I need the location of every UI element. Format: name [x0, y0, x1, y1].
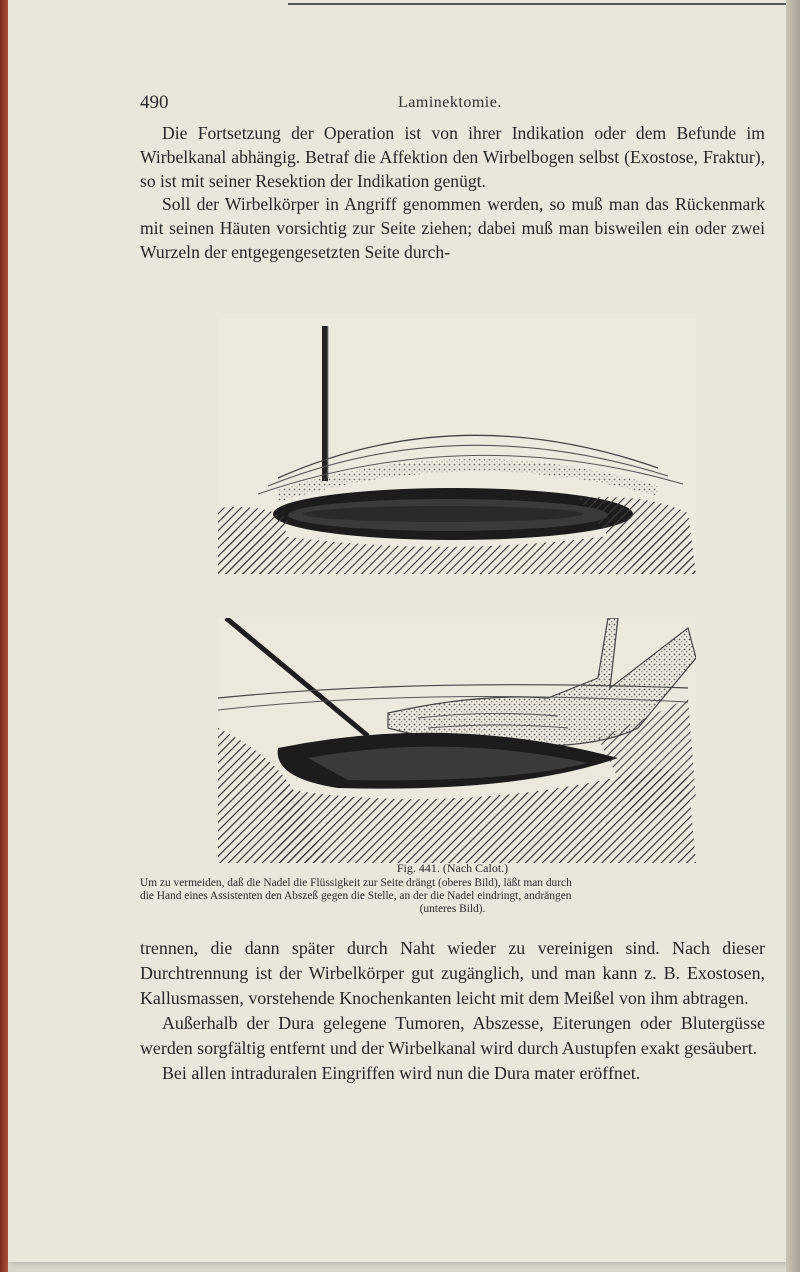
figure-caption — [140, 862, 765, 916]
book-spine-edge — [0, 0, 8, 1272]
paragraph: Soll der Wirbelkörper in Angriff genommen werden, so muß man das Rückenmark mit seinen Häuten vorsichtig zur Seite ziehen; dabei muß man bisweilen ein oder zwei Wurzeln der entgegengesetzten Seite durch- — [140, 194, 765, 262]
text-block-top — [140, 122, 765, 265]
text-block-bottom — [140, 936, 765, 1086]
figure-label: Fig. 441. (Nach Calot.) — [396, 861, 509, 875]
page-number: 490 — [140, 92, 169, 113]
page-header — [8, 92, 786, 118]
book-page — [8, 0, 786, 1262]
caption-line: (unteres Bild). — [419, 903, 486, 915]
paragraph: Bei allen intraduralen Eingriffen wird nun die Dura mater eröffnet. — [162, 1063, 641, 1083]
caption-line: die Hand eines Assistenten den Abszeß gegen die Stelle, an der die Nadel eindringt, andrängen — [140, 890, 572, 902]
paragraph: trennen, die dann später durch Naht wieder zu vereinigen sind. Nach dieser Durchtrennung ist der Wirbelkörper gut zugänglich, und man kann z. B. Exostosen, Kallusmassen, vorstehende Knochenkanten leicht mit dem Meißel von ihm abtragen. — [140, 938, 765, 1008]
top-rule — [288, 3, 788, 5]
caption-line: Um zu vermeiden, daß die Nadel die Flüssigkeit zur Seite drängt (oberes Bild), läßt man durch — [140, 877, 572, 889]
lower-illustration-svg — [218, 618, 696, 863]
paragraph: Außerhalb der Dura gelegene Tumoren, Abszesse, Eiterungen oder Blutergüsse werden sorgfältig entfernt und der Wirbelkanal wird durch Austupfen exakt gesäubert. — [140, 1013, 765, 1058]
running-title: Laminektomie. — [398, 94, 502, 111]
page-edge-right — [786, 0, 800, 1272]
paragraph: Die Fortsetzung der Operation ist von ihrer Indikation oder dem Befunde im Wirbelkanal abhängig. Betraf die Affektion den Wirbelbogen selbst (Exostose, Fraktur), so ist mit seiner Resektion der Indikation genügt. — [140, 123, 765, 191]
upper-illustration-svg — [218, 318, 696, 574]
figure-illustration — [218, 318, 696, 863]
figure-lower-image — [218, 618, 696, 863]
figure-upper-image — [218, 318, 696, 574]
